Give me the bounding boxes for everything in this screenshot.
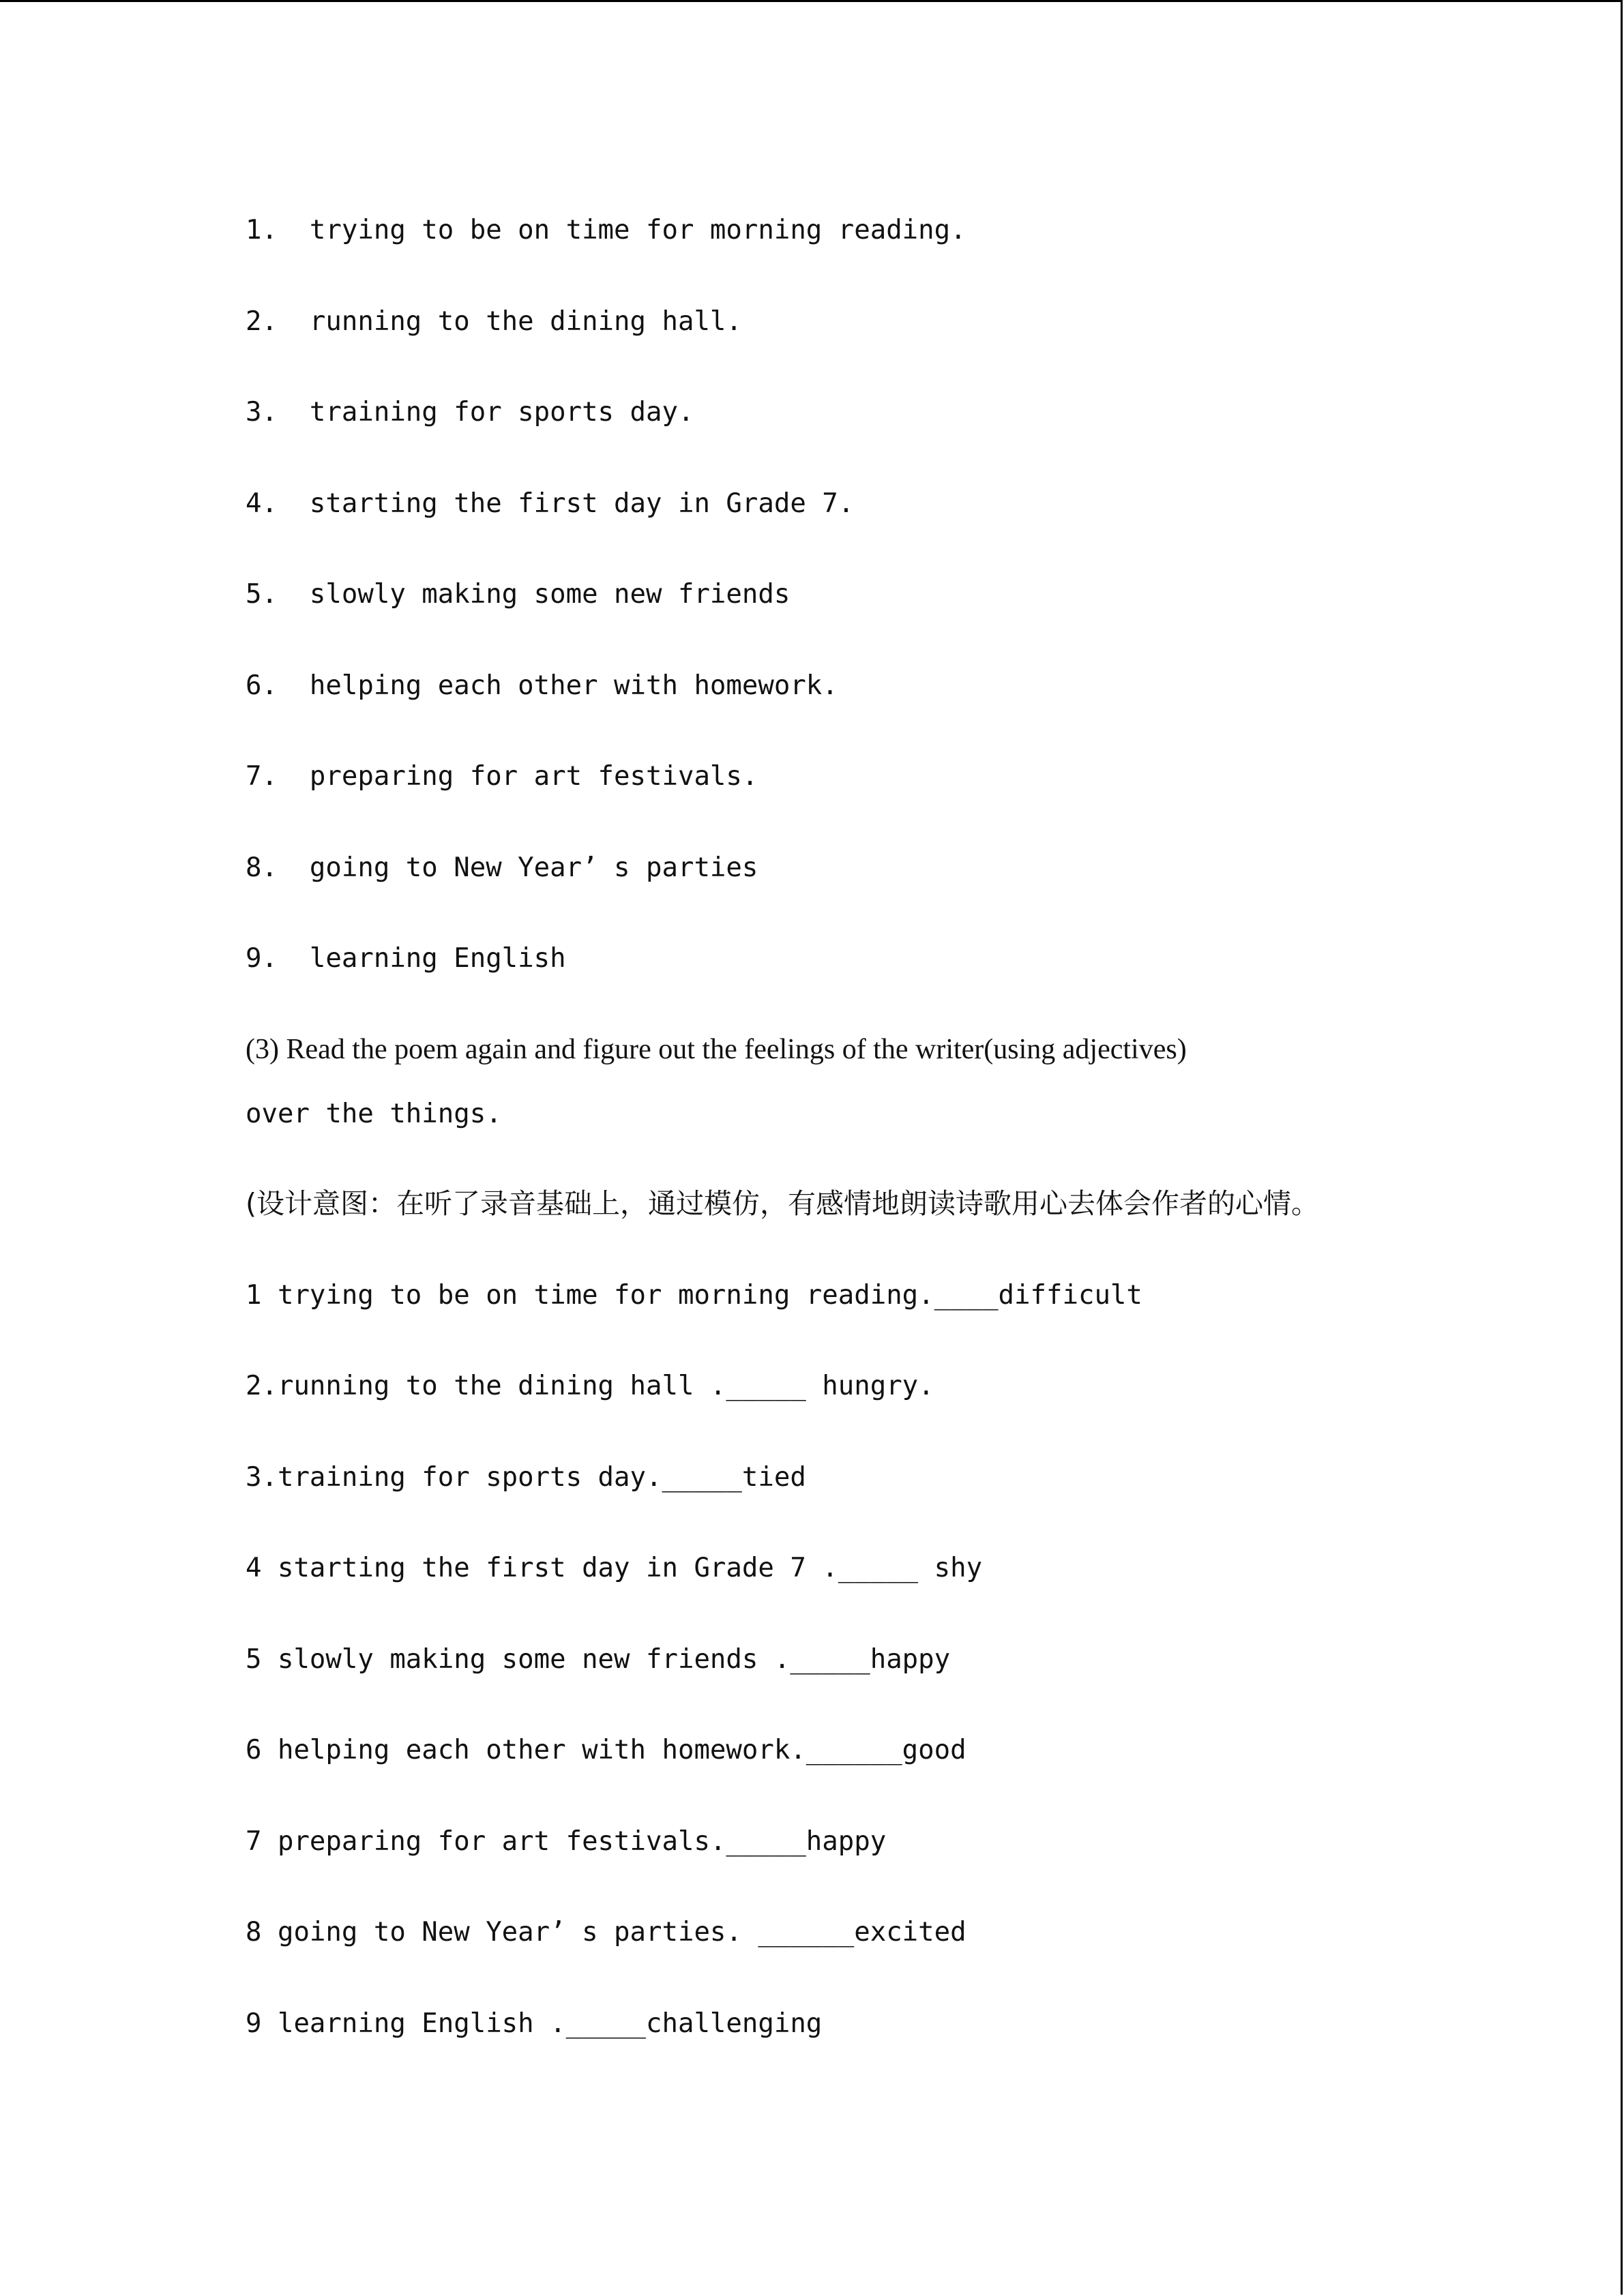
list-item: 4. starting the first day in Grade 7. [246, 488, 855, 519]
list-item: 7. preparing for art festivals. [246, 761, 758, 792]
answer-item: 5 slowly making some new friends ._____happy [246, 1644, 951, 1675]
list-item: 6. helping each other with homework. [246, 670, 838, 701]
answer-item: 3.training for sports day._____tied [246, 1462, 806, 1493]
list-item: 9. learning English [246, 943, 566, 974]
list-item: 5. slowly making some new friends [246, 579, 791, 610]
list-item: 1. trying to be on time for morning reading. [246, 215, 966, 245]
answer-item: 4 starting the first day in Grade 7 ._____ shy [246, 1553, 983, 1583]
answer-item: 2.running to the dining hall ._____ hungry. [246, 1371, 934, 1401]
task-instruction-line-1: (3) Read the poem again and figure out the feelings of the writer(using adjectives) [246, 1034, 1187, 1065]
list-item: 8. going to New Year’ s parties [246, 852, 758, 883]
task-instruction-line-2: over the things. [246, 1099, 502, 1129]
list-item: 3. training for sports day. [246, 397, 694, 428]
answer-item: 9 learning English ._____challenging [246, 2008, 823, 2039]
design-intent-note: (设计意图：在听了录音基础上，通过模仿，有感情地朗读诗歌用心去体会作者的心情。 [246, 1187, 1319, 1220]
answer-item: 1 trying to be on time for morning reading.____difficult [246, 1280, 1142, 1311]
answer-item: 6 helping each other with homework.______good [246, 1735, 966, 1765]
answer-item: 7 preparing for art festivals._____happy [246, 1826, 887, 1857]
answer-item: 8 going to New Year’ s parties. ______excited [246, 1917, 966, 1948]
list-item: 2. running to the dining hall. [246, 306, 742, 337]
